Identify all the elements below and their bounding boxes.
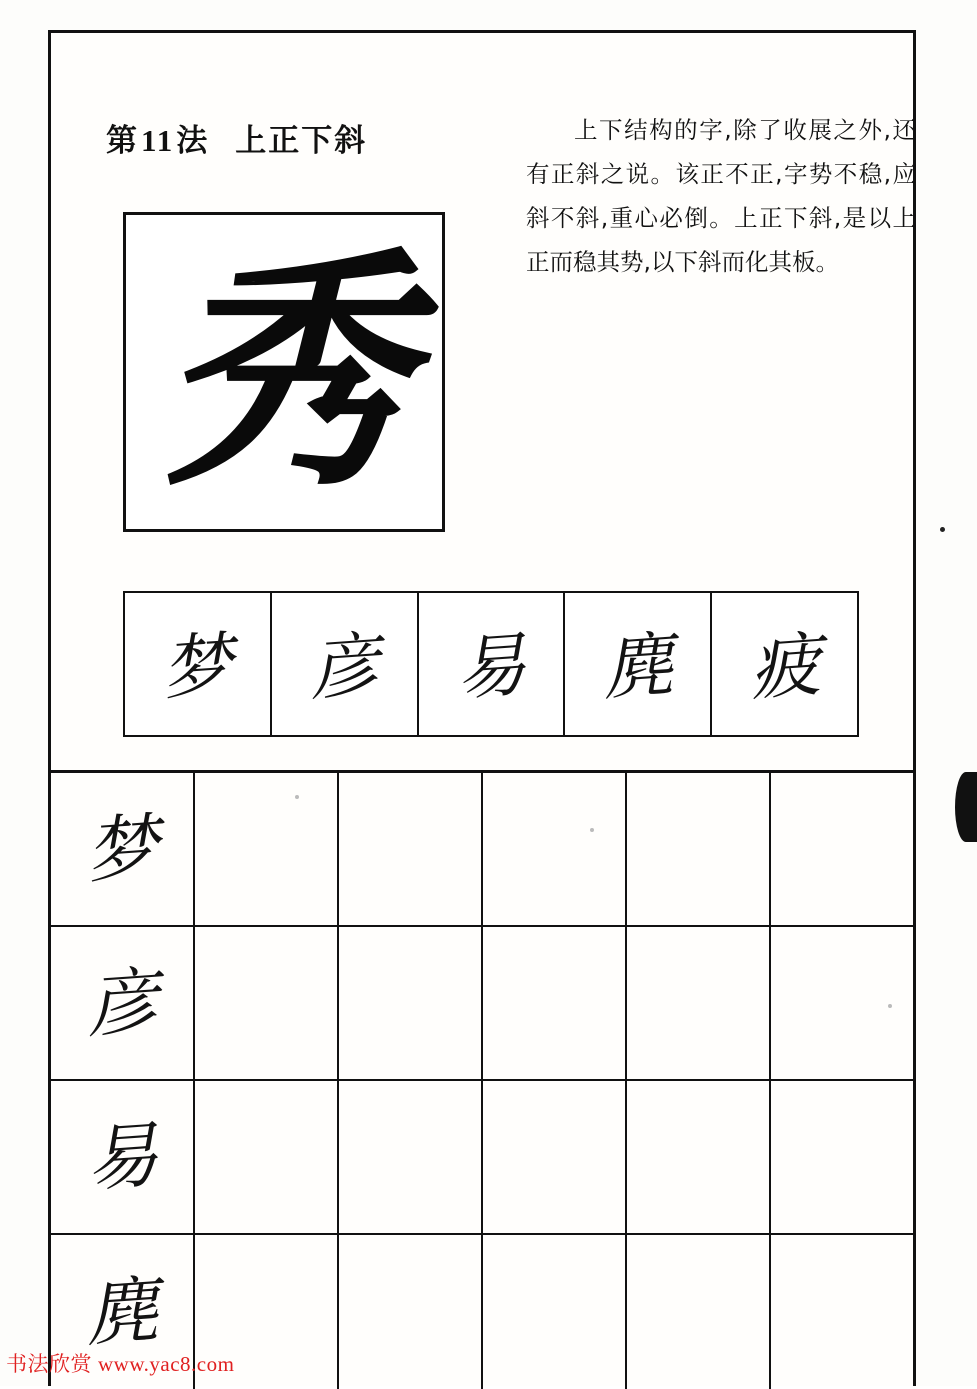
sample-character-row [123, 591, 859, 737]
example-character-glyph: 秀 [159, 225, 409, 519]
sample-glyph: 麂 [600, 623, 676, 711]
scan-speck [295, 795, 299, 799]
practice-blank-cell[interactable] [195, 1081, 339, 1233]
lesson-heading [106, 115, 367, 160]
practice-blank-cell[interactable] [339, 773, 483, 925]
lesson-fa: 法 [176, 123, 210, 158]
example-character-box [123, 212, 445, 532]
practice-blank-cell[interactable] [339, 1235, 483, 1389]
practice-row [51, 927, 913, 1081]
practice-prompt-glyph: 彦 [83, 958, 161, 1048]
page-edge-artifact [955, 772, 977, 842]
watermark [6, 1348, 234, 1378]
practice-blank-cell[interactable] [627, 927, 771, 1079]
practice-blank-cell[interactable] [627, 1081, 771, 1233]
lesson-number: 11 [141, 123, 175, 158]
practice-blank-cell[interactable] [771, 1081, 913, 1233]
practice-blank-cell[interactable] [771, 1235, 913, 1389]
sample-glyph: 彦 [306, 623, 382, 711]
practice-blank-cell[interactable] [771, 773, 913, 925]
practice-blank-cell[interactable] [627, 773, 771, 925]
sample-cell [272, 593, 419, 735]
practice-blank-cell[interactable] [195, 927, 339, 1079]
practice-prompt-cell [51, 1081, 195, 1233]
practice-blank-cell[interactable] [339, 927, 483, 1079]
sample-cell [419, 593, 566, 735]
sample-cell [125, 593, 272, 735]
sample-glyph: 疲 [746, 623, 823, 711]
practice-grid [48, 770, 916, 1386]
practice-blank-cell[interactable] [483, 773, 627, 925]
lesson-intro-text: 上下结构的字,除了收展之外,还有正斜之说。该正不正,字势不稳,应斜不斜,重心必倒。上正下斜,是以上正而稳其势,以下斜而化其板。 [526, 116, 916, 276]
instruction-panel [48, 30, 916, 770]
practice-row [51, 773, 913, 927]
sample-cell [712, 593, 857, 735]
practice-blank-cell[interactable] [483, 927, 627, 1079]
scan-speck [888, 1004, 892, 1008]
practice-blank-cell[interactable] [627, 1235, 771, 1389]
practice-prompt-cell [51, 773, 195, 925]
sample-glyph: 梦 [159, 623, 236, 711]
sample-glyph: 易 [453, 623, 529, 711]
practice-prompt-glyph: 麂 [83, 1267, 161, 1357]
watermark-label: 书法欣赏 [6, 1352, 92, 1376]
lesson-prefix: 第 [106, 123, 139, 158]
scan-speck [940, 527, 945, 532]
scan-speck [590, 828, 594, 832]
practice-blank-cell[interactable] [483, 1081, 627, 1233]
practice-blank-cell[interactable] [339, 1081, 483, 1233]
practice-prompt-glyph: 易 [83, 1112, 161, 1202]
practice-prompt-glyph: 梦 [83, 804, 161, 894]
practice-blank-cell[interactable] [483, 1235, 627, 1389]
practice-blank-cell[interactable] [195, 773, 339, 925]
practice-row [51, 1081, 913, 1235]
practice-prompt-cell [51, 927, 195, 1079]
sample-cell [565, 593, 712, 735]
practice-blank-cell[interactable] [771, 927, 913, 1079]
watermark-url: www.yac8.com [98, 1352, 235, 1376]
lesson-title: 上正下斜 [235, 123, 368, 158]
